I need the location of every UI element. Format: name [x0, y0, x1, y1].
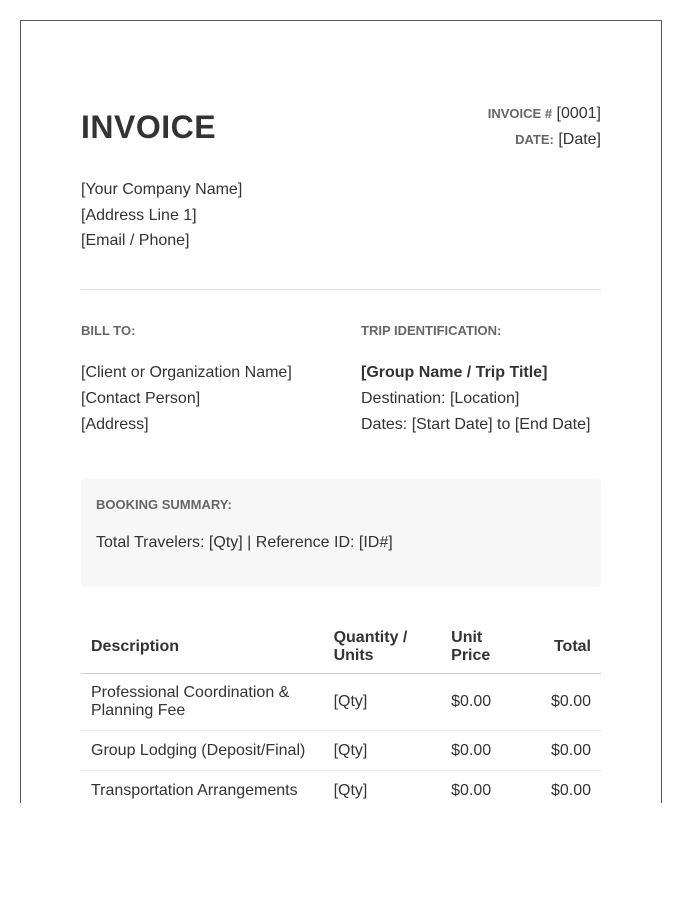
header-quantity-line1: Quantity / — [333, 629, 408, 646]
trip-dates: Dates: [Start Date] to [End Date] — [361, 416, 591, 433]
row-unit-price: $0.00 — [441, 731, 523, 771]
row-description: Group Lodging (Deposit/Final) — [81, 731, 324, 771]
company-address: [Address Line 1] — [81, 206, 197, 224]
bill-to-details — [81, 360, 341, 438]
row-total: $0.00 — [523, 731, 601, 771]
bill-to-contact-person: [Contact Person] — [81, 390, 201, 407]
table-row — [81, 771, 601, 804]
header-quantity — [324, 621, 442, 674]
row-description-line1: Professional Coordination & — [91, 684, 290, 701]
company-contact: [Email / Phone] — [81, 232, 190, 249]
header-unit-line1: Unit — [451, 629, 483, 646]
company-info — [81, 177, 242, 254]
trip-identification-label: TRIP IDENTIFICATION: — [361, 323, 502, 338]
header-unit-line2: Price — [451, 647, 491, 664]
bill-to-client: [Client or Organization Name] — [81, 364, 292, 381]
header-total: Total — [523, 621, 601, 674]
table-header-row — [81, 621, 601, 674]
booking-summary-text: Total Travelers: [Qty] | Reference ID: [ID#] — [96, 534, 393, 551]
trip-identification-section — [361, 323, 621, 438]
row-quantity: [Qty] — [324, 731, 442, 771]
trip-group-title: [Group Name / Trip Title] — [361, 364, 548, 381]
header-quantity-line2: Units — [333, 647, 374, 664]
row-description: Transportation Arrangements — [91, 782, 298, 799]
invoice-date-value: [Date] — [558, 131, 601, 148]
row-quantity: [Qty] — [324, 674, 442, 731]
row-unit-price: $0.00 — [441, 674, 523, 731]
invoice-meta — [488, 101, 601, 153]
row-total: $0.00 — [523, 674, 601, 731]
invoice-date-line — [488, 127, 601, 153]
invoice-page — [20, 20, 662, 803]
row-unit-price: $0.00 — [451, 782, 492, 799]
company-name: [Your Company Name] — [81, 181, 243, 198]
invoice-date-label: DATE: — [515, 132, 554, 147]
row-description-line2: Planning Fee — [91, 702, 186, 719]
bill-to-label: BILL TO: — [81, 323, 136, 338]
line-items-table — [81, 621, 601, 803]
invoice-number-line — [488, 101, 601, 127]
row-quantity: [Qty] — [333, 782, 368, 799]
header-description: Description — [81, 621, 324, 674]
table-row — [81, 731, 601, 771]
invoice-number-value: [0001] — [556, 105, 601, 122]
bill-to-address: [Address] — [81, 416, 149, 433]
row-description — [81, 674, 324, 731]
trip-details — [361, 360, 621, 438]
invoice-number-label: INVOICE # — [487, 106, 553, 121]
bill-to-section — [81, 323, 341, 438]
booking-summary-label: BOOKING SUMMARY: — [96, 497, 232, 512]
booking-summary-box — [81, 479, 601, 587]
row-total: $0.00 — [550, 782, 591, 799]
trip-destination: Destination: [Location] — [361, 390, 520, 407]
header-unit-price — [441, 621, 523, 674]
header-divider — [81, 289, 601, 290]
invoice-title: INVOICE — [81, 109, 217, 145]
table-row — [81, 674, 601, 731]
